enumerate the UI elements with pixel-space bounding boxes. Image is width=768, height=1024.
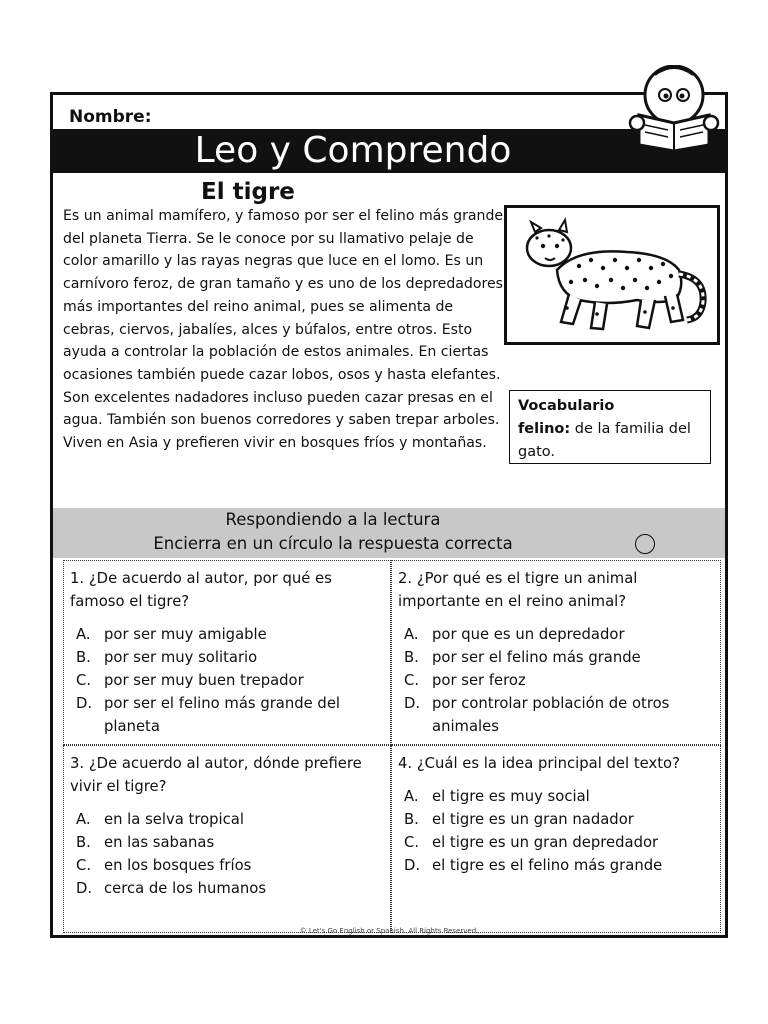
circle-icon [635,534,655,554]
answer-option[interactable] [70,831,382,854]
name-label: Nombre: [69,107,152,127]
question-2 [391,560,721,745]
question-4 [391,745,721,933]
tiger-illustration [507,208,717,342]
option-letter: A. [404,626,419,643]
vocabulary-title: Vocabulario [518,398,615,414]
answer-option[interactable] [398,646,712,669]
option-letter: A. [76,811,91,828]
option-text: en la selva tropical [104,811,244,828]
story-title: El tigre [201,179,295,205]
option-text: por ser feroz [432,672,526,689]
answer-option[interactable] [398,831,712,854]
reading-character-icon [625,65,723,151]
tiger-illustration-frame [504,205,720,345]
answer-option[interactable] [70,854,382,877]
option-letter: C. [76,672,92,689]
option-letter: C. [404,672,420,689]
answer-option[interactable] [70,646,382,669]
option-letter: D. [404,857,421,874]
instructions-text: Encierra en un círculo la respuesta correcta [153,534,513,553]
story-text: Es un animal mamífero, y famoso por ser el felino más grande del planeta Tierra. Se le conoce por su llamativo pelaje de color amarillo y las rayas negras que luce en el lomo. Es un carnívoro feroz, de gran tamaño y es uno de los depredadores más importantes del reino animal, pues se alimenta de cebras, ciervos, jabalíes, alces y búfalos, entre otros. Esto ayuda a controlar la población de estos animales. En ciertas ocasiones también puede cazar lobos, osos y hasta elefantes. Son excelentes nadadores incluso pueden cazar presas en el agua. También son buenos corredores y saben trepar arboles. Viven en Asia y prefieren vivir en bosques fríos y montañas. [63,208,504,452]
option-text: el tigre es muy social [432,788,590,805]
option-text: en las sabanas [104,834,215,851]
option-letter: D. [76,695,93,712]
question-text: 4. ¿Cuál es la idea principal del texto? [398,755,680,772]
option-letter: A. [76,626,91,643]
section-heading: Respondiendo a la lectura [225,510,441,529]
option-text: por ser el felino más grande del planeta [104,695,341,735]
question-text: 2. ¿Por qué es el tigre un animal importante en el reino animal? [398,570,638,610]
worksheet-title: Leo y Comprendo [194,130,512,171]
option-text: por ser muy amigable [104,626,267,643]
option-letter: B. [76,649,91,666]
vocabulary-term: felino: [518,421,571,437]
option-text: en los bosques fríos [104,857,252,874]
question-text: 3. ¿De acuerdo al autor, dónde prefiere vivir el tigre? [70,755,362,795]
answer-option[interactable] [398,669,712,692]
question-3 [63,745,391,933]
copyright-footer: © Let's Go English or Spanish. All Rights Reserved. [299,927,479,935]
instructions-band [53,508,725,558]
answer-option[interactable] [70,692,382,738]
option-letter: D. [76,880,93,897]
option-letter: C. [404,834,420,851]
option-text: por que es un depredador [432,626,625,643]
answer-option[interactable] [70,808,382,831]
answer-option[interactable] [398,623,712,646]
vocabulary-definition: de la familia del gato. [518,421,691,460]
option-text: por ser muy buen trepador [104,672,304,689]
vocabulary-box [509,390,711,464]
answer-option[interactable] [70,877,382,900]
option-letter: C. [76,857,92,874]
option-text: el tigre es el felino más grande [432,857,663,874]
option-text: cerca de los humanos [104,880,267,897]
answer-option[interactable] [70,623,382,646]
answer-option[interactable] [398,854,712,877]
answer-option[interactable] [398,808,712,831]
option-letter: B. [76,834,91,851]
answer-option[interactable] [398,785,712,808]
option-text: por ser el felino más grande [432,649,641,666]
answer-option[interactable] [398,692,712,738]
question-1 [63,560,391,745]
option-letter: B. [404,811,419,828]
option-letter: D. [404,695,421,712]
option-text: el tigre es un gran depredador [432,834,659,851]
question-text: 1. ¿De acuerdo al autor, por qué es famoso el tigre? [70,570,332,610]
option-letter: B. [404,649,419,666]
worksheet [50,92,728,938]
option-text: el tigre es un gran nadador [432,811,634,828]
option-text: por controlar población de otros animales [432,695,670,735]
option-text: por ser muy solitario [104,649,258,666]
answer-option[interactable] [70,669,382,692]
option-letter: A. [404,788,419,805]
